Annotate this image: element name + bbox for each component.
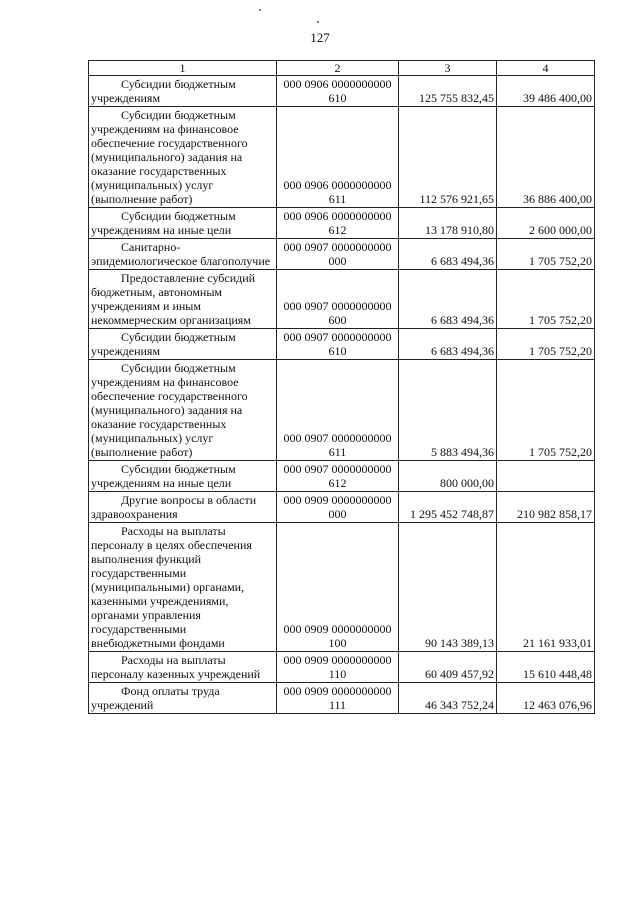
row-name-cell <box>89 652 277 683</box>
row-code-line-1: 000 0907 0000000000 <box>283 431 392 445</box>
row-code-line-1: 000 0907 0000000000 <box>283 240 392 254</box>
row-col4-amount: 12 463 076,96 <box>497 683 595 714</box>
row-code-line-2: 611 <box>328 445 347 459</box>
row-name-cell <box>89 523 277 652</box>
row-name: Расходы на выплаты персоналу казенных учреждений <box>91 653 261 681</box>
row-code-line-2: 612 <box>328 476 347 490</box>
row-code-line-1: 000 0906 0000000000 <box>283 178 392 192</box>
row-name-cell <box>89 107 277 208</box>
row-col3-amount: 112 576 921,65 <box>399 107 497 208</box>
row-name: Санитарно-эпидемиологическое благополучие <box>91 240 271 268</box>
page-number: 127 <box>310 30 330 45</box>
row-code-line-1: 000 0906 0000000000 <box>283 209 392 223</box>
row-code-cell <box>277 270 399 329</box>
row-code-line-1: 000 0909 0000000000 <box>283 493 392 507</box>
row-code-line-2: 100 <box>328 636 347 650</box>
row-col3-amount: 125 755 832,45 <box>399 76 497 107</box>
table-row <box>89 683 595 714</box>
row-col4-amount: 15 610 448,48 <box>497 652 595 683</box>
row-code-cell <box>277 461 399 492</box>
row-code-line-2: 000 <box>328 507 347 521</box>
row-code-cell <box>277 329 399 360</box>
row-col4-amount: 1 705 752,20 <box>497 360 595 461</box>
row-col4-amount: 36 886 400,00 <box>497 107 595 208</box>
table-row <box>89 492 595 523</box>
table-row <box>89 76 595 107</box>
table-row <box>89 360 595 461</box>
row-col3-amount: 800 000,00 <box>399 461 497 492</box>
row-col3-amount: 46 343 752,24 <box>399 683 497 714</box>
row-col3-amount: 6 683 494,36 <box>399 239 497 270</box>
column-header-3: 3 <box>399 61 497 76</box>
row-col4-amount: 39 486 400,00 <box>497 76 595 107</box>
column-header-2: 2 <box>277 61 399 76</box>
table-header-row <box>89 61 595 76</box>
row-code-line-2: 611 <box>328 192 347 206</box>
column-header-4: 4 <box>497 61 595 76</box>
row-name-cell <box>89 208 277 239</box>
row-col4-amount: 210 982 858,17 <box>497 492 595 523</box>
row-code-line-2: 000 <box>328 254 347 268</box>
row-code-line-1: 000 0907 0000000000 <box>283 462 392 476</box>
row-code-cell <box>277 683 399 714</box>
row-code-cell <box>277 208 399 239</box>
row-code-line-2: 111 <box>328 698 347 712</box>
row-name: Субсидии бюджетным учреждениям на иные цели <box>91 209 236 237</box>
row-code-cell <box>277 239 399 270</box>
row-code-line-2: 600 <box>328 313 347 327</box>
scan-speck <box>259 9 261 11</box>
table-row <box>89 461 595 492</box>
row-code-cell <box>277 360 399 461</box>
row-name-cell <box>89 329 277 360</box>
row-col3-amount: 6 683 494,36 <box>399 270 497 329</box>
row-code-line-2: 610 <box>328 344 347 358</box>
row-code-line-1: 000 0909 0000000000 <box>283 684 392 698</box>
row-name: Субсидии бюджетным учреждениям <box>91 77 236 105</box>
row-col3-amount: 60 409 457,92 <box>399 652 497 683</box>
row-name-cell <box>89 492 277 523</box>
row-name-cell <box>89 683 277 714</box>
row-col3-amount: 13 178 910,80 <box>399 208 497 239</box>
table-row <box>89 208 595 239</box>
scan-speck <box>317 21 319 23</box>
table-row <box>89 239 595 270</box>
row-col4-amount: 1 705 752,20 <box>497 270 595 329</box>
row-name-cell <box>89 461 277 492</box>
row-code-cell <box>277 76 399 107</box>
table-row <box>89 329 595 360</box>
row-code-line-1: 000 0906 0000000000 <box>283 77 392 91</box>
row-name: Субсидии бюджетным учреждениям <box>91 330 236 358</box>
row-name: Другие вопросы в области здравоохранения <box>91 493 257 521</box>
row-name: Фонд оплаты труда учреждений <box>91 684 220 712</box>
row-name-cell <box>89 76 277 107</box>
row-name-cell <box>89 360 277 461</box>
row-name: Субсидии бюджетным учреждениям на финансовое обеспечение государственного (муниципального) задания на оказание государственных (муниципальных) услуг (выполнение работ) <box>91 361 248 459</box>
row-col3-amount: 5 883 494,36 <box>399 360 497 461</box>
row-code-line-1: 000 0907 0000000000 <box>283 299 392 313</box>
row-code-line-1: 000 0909 0000000000 <box>283 622 392 636</box>
row-code-line-1: 000 0907 0000000000 <box>283 330 392 344</box>
row-code-line-1: 000 0909 0000000000 <box>283 653 392 667</box>
row-col4-amount: 21 161 933,01 <box>497 523 595 652</box>
row-col3-amount: 1 295 452 748,87 <box>399 492 497 523</box>
row-name: Предоставление субсидий бюджетным, автономным учреждениям и иным некоммерческим организациям <box>91 271 256 327</box>
row-code-line-2: 612 <box>328 223 347 237</box>
row-name: Субсидии бюджетным учреждениям на финансовое обеспечение государственного (муниципального) задания на оказание государственных (муниципальных) услуг (выполнение работ) <box>91 108 248 206</box>
row-col4-amount <box>497 461 595 492</box>
row-name-cell <box>89 270 277 329</box>
row-name: Расходы на выплаты персоналу в целях обеспечения выполнения функций государственными (муниципальными) органами, казенными учреждениями, органами управления государственными внебюджетными фондами <box>91 524 252 650</box>
table-row <box>89 270 595 329</box>
row-code-line-2: 610 <box>328 91 347 105</box>
table-row <box>89 523 595 652</box>
row-name-cell <box>89 239 277 270</box>
column-header-1: 1 <box>89 61 277 76</box>
row-code-cell <box>277 523 399 652</box>
row-col4-amount: 2 600 000,00 <box>497 208 595 239</box>
row-code-cell <box>277 492 399 523</box>
row-col4-amount: 1 705 752,20 <box>497 239 595 270</box>
row-col4-amount: 1 705 752,20 <box>497 329 595 360</box>
row-code-line-2: 110 <box>328 667 347 681</box>
table-row <box>89 652 595 683</box>
row-name: Субсидии бюджетным учреждениям на иные цели <box>91 462 236 490</box>
budget-table <box>88 60 595 714</box>
row-code-cell <box>277 107 399 208</box>
table-row <box>89 107 595 208</box>
row-code-cell <box>277 652 399 683</box>
row-col3-amount: 6 683 494,36 <box>399 329 497 360</box>
row-col3-amount: 90 143 389,13 <box>399 523 497 652</box>
